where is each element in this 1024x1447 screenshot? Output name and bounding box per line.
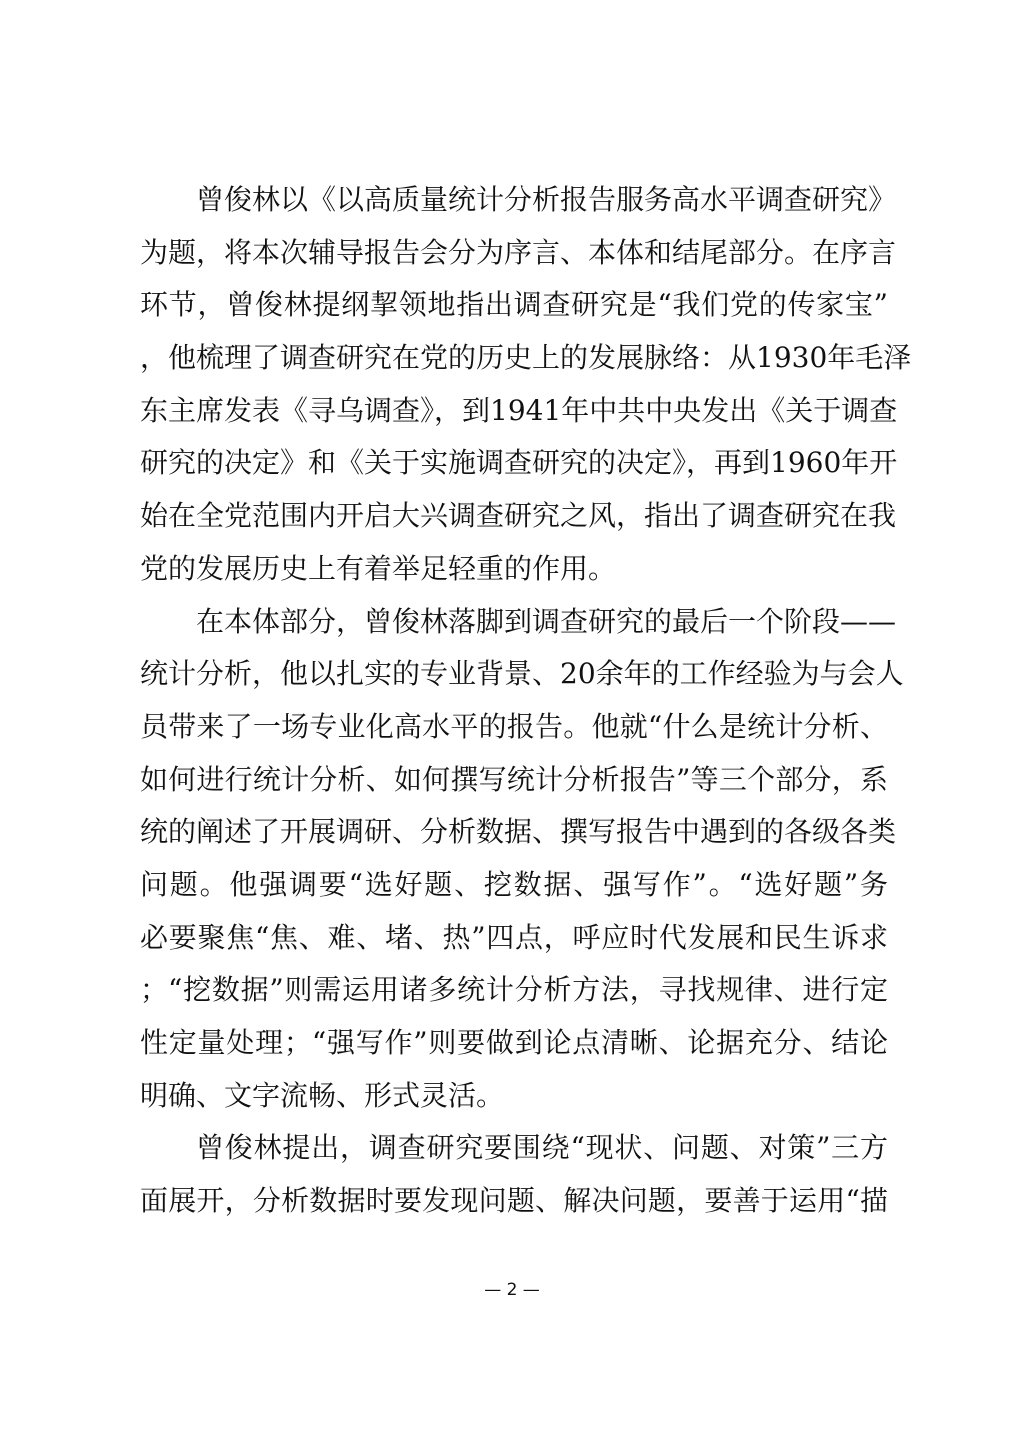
paragraph-line: 统的阐述了开展调研、分析数据、撰写报告中遇到的各级各类	[140, 815, 897, 849]
paragraph-line: 东主席发表《寻乌调查》，到1941年中共中央发出《关于调查	[140, 393, 898, 427]
paragraph-line: 员带来了一场专业化高水平的报告。他就“什么是统计分析、	[140, 709, 888, 743]
paragraph-line: 必要聚焦“焦、难、堵、热”四点，呼应时代发展和民生诉求	[140, 920, 888, 954]
paragraph-line: 统计分析，他以扎实的专业背景、20余年的工作经验为与会人	[140, 657, 904, 691]
paragraph-line: 党的发展历史上有着举足轻重的作用。	[140, 551, 617, 585]
paragraph-line: 研究的决定》和《关于实施调查研究的决定》，再到1960年开	[140, 446, 898, 480]
paragraph	[140, 600, 904, 1127]
paragraph-line: 始在全党范围内开启大兴调查研究之风，指出了调查研究在我	[140, 499, 897, 533]
paragraph-line: ；“挖数据”则需运用诸多统计分析方法，寻找规律、进行定	[140, 973, 888, 1007]
paragraph-line: 在本体部分，曾俊林落脚到调查研究的最后一个阶段——	[196, 604, 897, 638]
paragraph-line: 问题。他强调要“选好题、挖数据、强写作”。“选好题”务	[140, 867, 888, 901]
paragraph-line: 如何进行统计分析、如何撰写统计分析报告”等三个部分，系	[140, 762, 888, 796]
paragraph	[140, 1126, 888, 1231]
paragraph-line: 性定量处理；“强写作”则要做到论点清晰、论据充分、结论	[140, 1026, 888, 1059]
paragraph-line: 为题，将本次辅导报告会分为序言、本体和结尾部分。在序言	[140, 235, 897, 269]
paragraph-line: ，他梳理了调查研究在党的历史上的发展脉络：从1930年毛泽	[140, 341, 912, 375]
body-text	[140, 178, 912, 1232]
paragraph-line: 明确、文字流畅、形式灵活。	[140, 1078, 505, 1112]
page-number: — 2 —	[484, 1280, 540, 1300]
paragraph-line: 曾俊林提出，调查研究要围绕“现状、问题、对策”三方	[196, 1131, 888, 1165]
paragraph-line: 面展开，分析数据时要发现问题、解决问题，要善于运用“描	[140, 1184, 888, 1218]
paragraph-line: 曾俊林以《以高质量统计分析报告服务高水平调查研究》	[196, 183, 897, 216]
paragraph	[140, 178, 912, 600]
paragraph-line: 环节，曾俊林提纲挈领地指出调查研究是“我们党的传家宝”	[140, 288, 888, 322]
